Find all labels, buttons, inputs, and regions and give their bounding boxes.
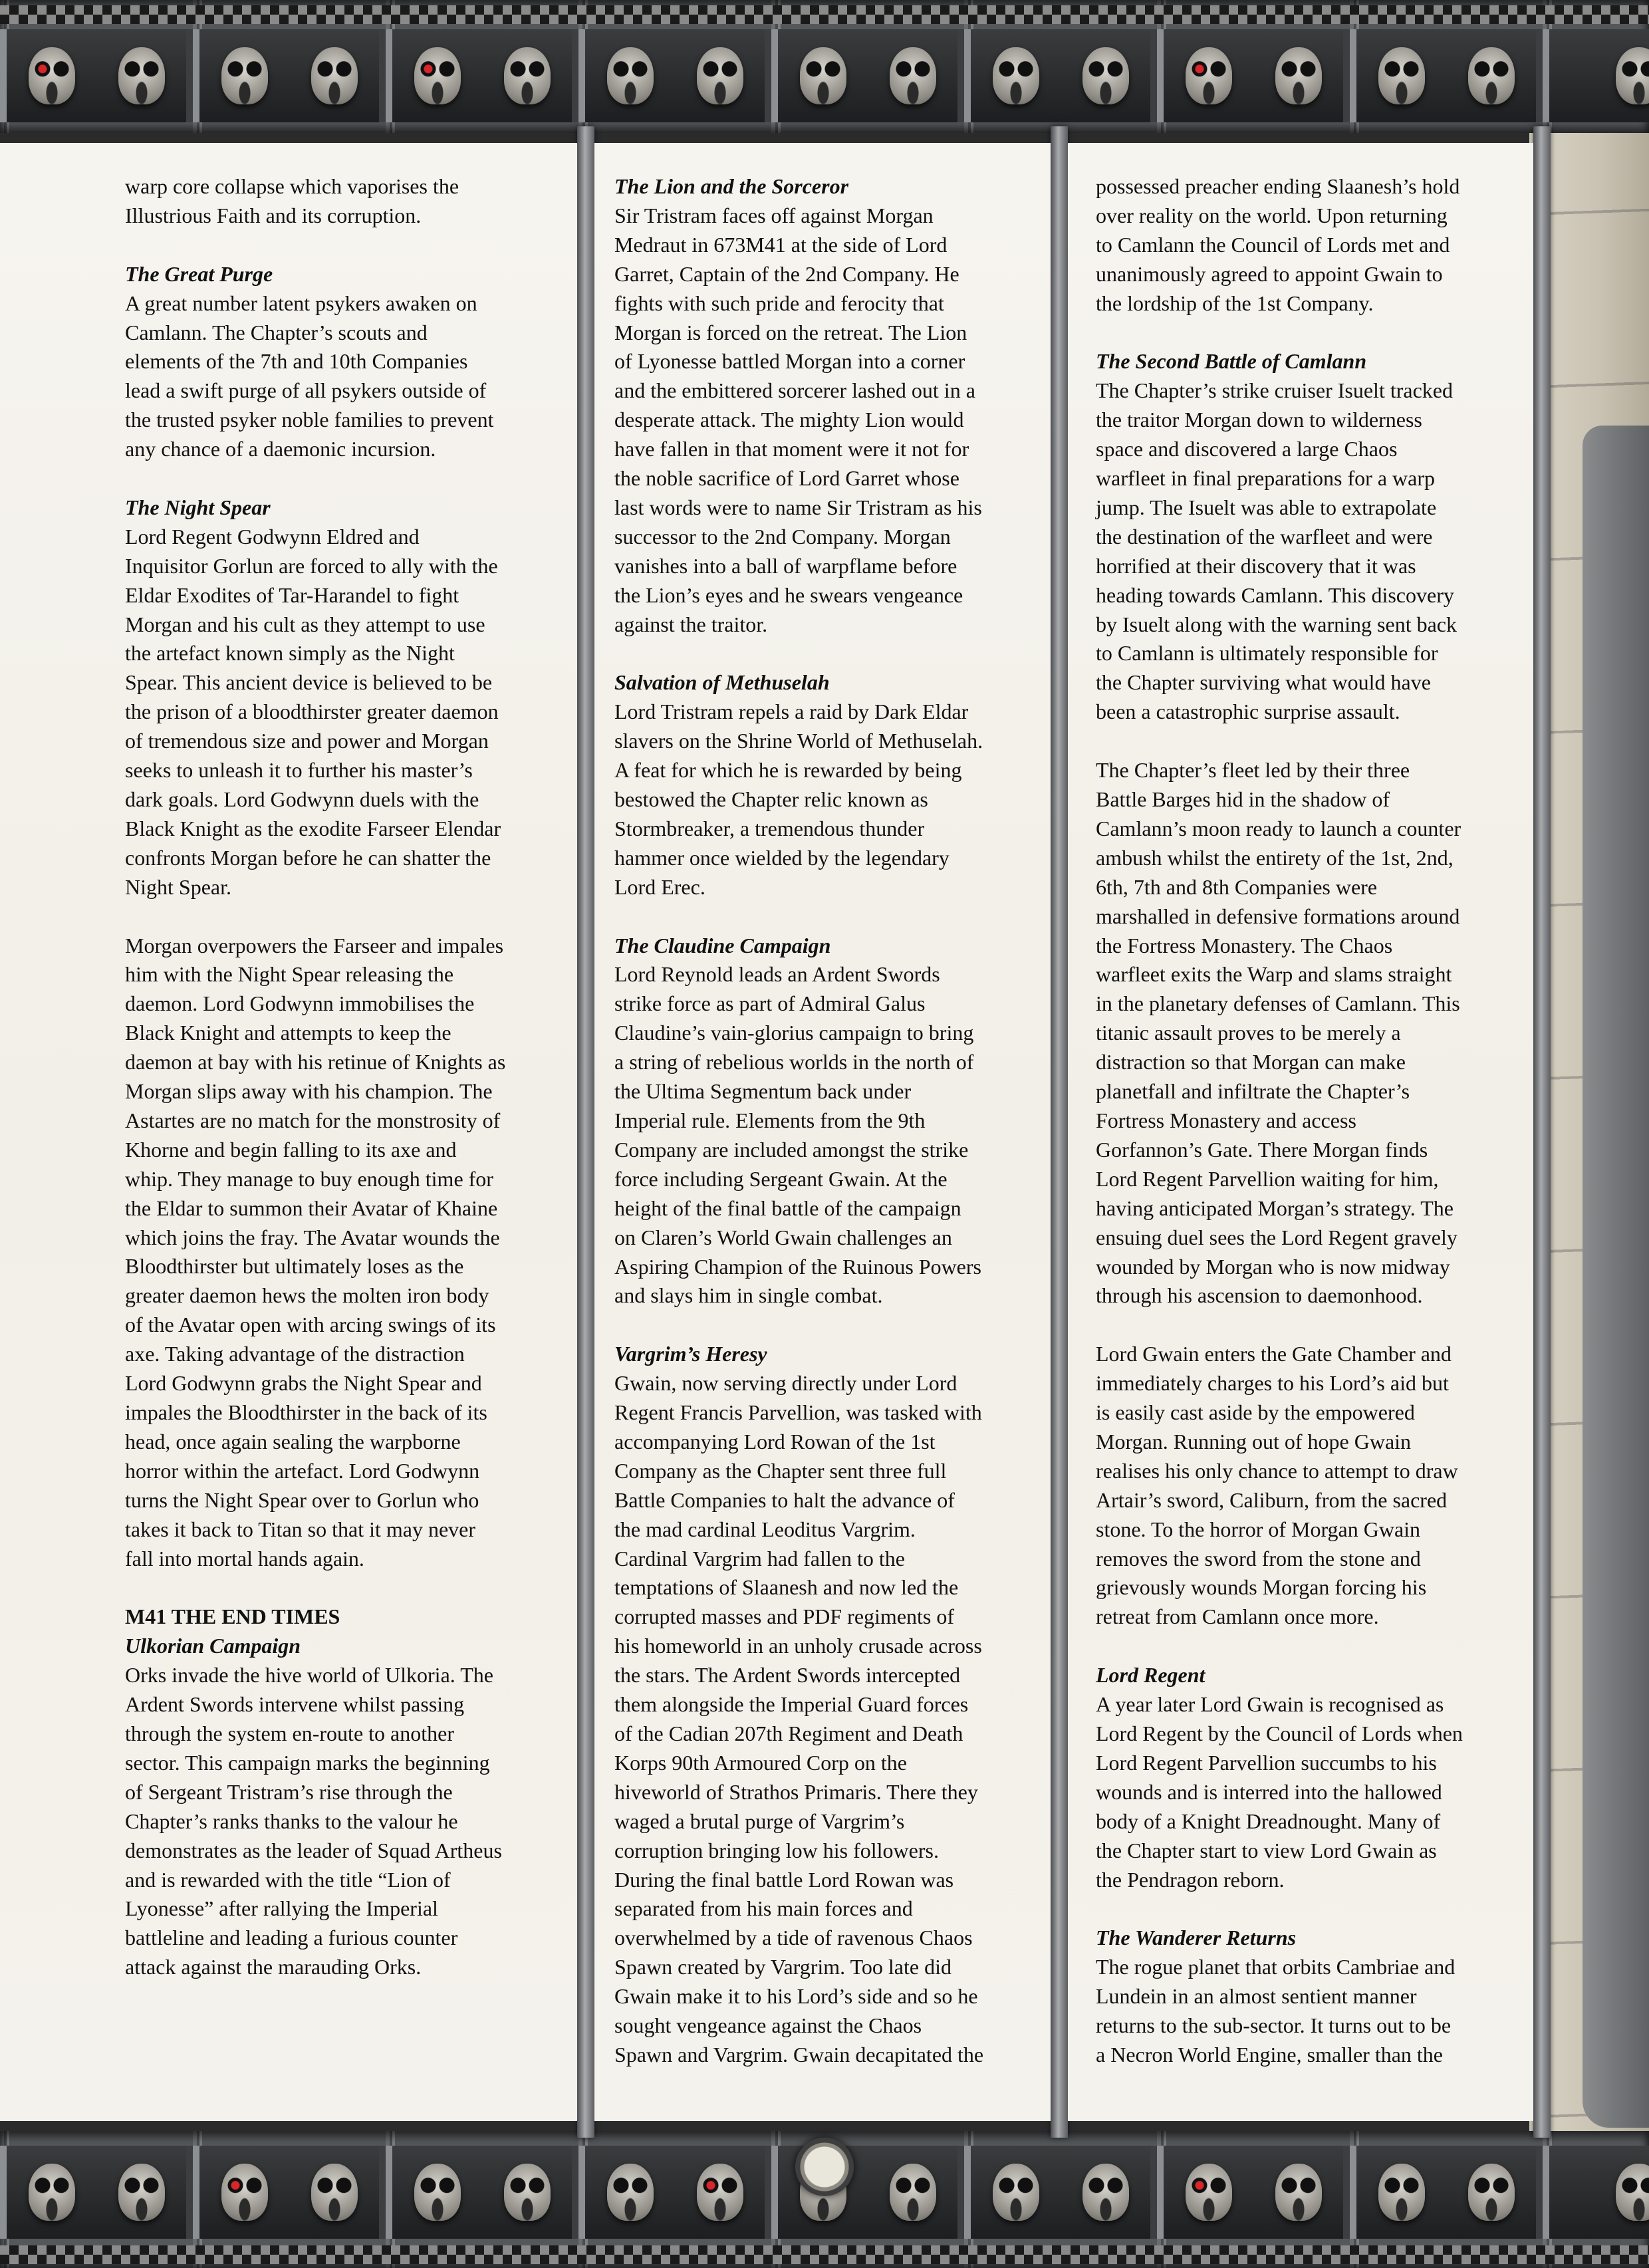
- skull-icon: [1082, 47, 1129, 104]
- section-heading: The Lion and the Sorceror: [614, 174, 849, 198]
- skull-icon: [29, 47, 75, 104]
- skull-icon: [1616, 47, 1649, 104]
- skull-icon: [993, 47, 1039, 104]
- skull-icon: [697, 2164, 743, 2221]
- section-heading: The Great Purge: [125, 261, 273, 286]
- skull-icon: [1275, 47, 1322, 104]
- skull-icon: [1468, 2164, 1515, 2221]
- skull-icon: [311, 2164, 358, 2221]
- paragraph: possessed preacher ending Slaanesh’s hold over reality on the world. Upon returning to Camlann the Council of Lords met and unanimously agreed to appoint Gwain to the lordship of the 1st Company.: [1096, 174, 1460, 315]
- skull-icon: [29, 2164, 75, 2221]
- text-column-2: [594, 143, 1051, 2121]
- section-heading: The Claudine Campaign: [614, 933, 831, 957]
- top-skull-border: [0, 0, 1649, 133]
- skull-icon: [118, 47, 165, 104]
- skull-icon: [607, 2164, 654, 2221]
- skull-icon: [607, 47, 654, 104]
- skull-icon: [1616, 2164, 1649, 2221]
- paragraph: Lord Gwain enters the Gate Chamber and immediately charges to his Lord’s aid but is easily cast aside by the empowered Morgan. Running out of hope Gwain realises his only chance to attempt to draw Artair’s sword, Caliburn, from the sacred stone. To the horror of Morgan Gwain removes the sword from the stone and grievously wounds Morgan forcing his retreat from Camlann once more.: [1096, 1342, 1458, 1629]
- section-heading: The Night Spear: [125, 495, 271, 519]
- column-divider: [1051, 126, 1068, 2138]
- skull-icon: [1275, 2164, 1322, 2221]
- paragraph: Gwain, now serving directly under Lord Regent Francis Parvellion, was tasked with accompanying Lord Rowan of the 1st Company as the Chapter sent three full Battle Companies to halt the advance of the mad cardinal Leoditus Vargrim. Cardinal Vargrim had fallen to the temptations of Slaanesh and now led the corrupted masses and PDF regiments of his homeworld in an unholy crusade across the stars. The Ardent Swords intercepted them alongside the Imperial Guard forces of the Cadian 207th Regiment and Death Korps 90th Armoured Corp on the hiveworld of Strathos Primaris. There they waged a brutal purge of Vargrim’s corruption bringing low his followers. During the final battle Lord Rowan was separated from his main forces and overwhelmed by a tide of ravenous Chaos Spawn created by Vargrim. Too late did Gwain make it to his Lord’s side and so he sought vengeance against the Chaos Spawn and Vargrim. Gwain decapitated the: [614, 1371, 984, 2067]
- skull-icon: [311, 47, 358, 104]
- section-heading: Vargrim’s Heresy: [614, 1342, 767, 1366]
- text-column-3: [1068, 143, 1533, 2121]
- text-column-1: [0, 143, 577, 2121]
- section-heading: Salvation of Methuselah: [614, 670, 830, 695]
- skull-icon: [414, 2164, 461, 2221]
- skull-icon: [1378, 2164, 1425, 2221]
- skull-icon: [221, 2164, 268, 2221]
- paragraph: A year later Lord Gwain is recognised as Lord Regent by the Council of Lords when Lord Regent Parvellion succumbs to his wounds and is interred into the hallowed body of a Knight Dreadnought. Many of the Chapter start to view Lord Gwain as the Pendragon reborn.: [1096, 1692, 1463, 1892]
- era-heading: M41 THE END TIMES: [125, 1604, 340, 1629]
- column-divider: [577, 126, 594, 2138]
- skull-icon: [1186, 2164, 1232, 2221]
- paragraph: A great number latent psykers awaken on Camlann. The Chapter’s scouts and elements of the 7th and 10th Companies lead a swift purge of all psykers outside of the trusted psyker noble families to prevent any chance of a daemonic incursion.: [125, 291, 494, 461]
- skull-icon: [504, 47, 551, 104]
- paragraph: warp core collapse which vaporises the Illustrious Faith and its corruption.: [125, 174, 459, 227]
- skull-icon: [697, 47, 743, 104]
- paragraph: The rogue planet that orbits Cambriae and Lundein in an almost sentient manner returns to the sub-sector. It turns out to be a Necron World Engine, smaller than the: [1096, 1955, 1456, 2067]
- skull-icon: [118, 2164, 165, 2221]
- paragraph: Orks invade the hive world of Ulkoria. The Ardent Swords intervene whilst passing through the system en-route to another sector. This campaign marks the beginning of Sergeant Tristram’s rise through the Chapter’s ranks thanks to the valour he demonstrates as the leader of Squad Artheus and is rewarded with the title “Lion of Lyonesse” after rallying the Imperial battleline and leading a furious counter attack against the marauding Orks.: [125, 1663, 502, 1979]
- paragraph: Lord Reynold leads an Ardent Swords strike force as part of Admiral Galus Claudine’s vain-glorius campaign to bring a string of rebelious worlds in the north of the Ultima Segmentum back under Imperial rule. Elements from the 9th Company are included amongst the strike force including Sergeant Gwain. At the height of the final battle of the campaign on Claren’s World Gwain challenges an Aspiring Champion of the Ruinous Powers and slays him in single combat.: [614, 962, 981, 1308]
- stone-edge: [1583, 426, 1649, 2128]
- skull-icon: [1186, 47, 1232, 104]
- skull-icon: [800, 47, 846, 104]
- section-heading: The Wanderer Returns: [1096, 1926, 1297, 1950]
- skull-icon: [504, 2164, 551, 2221]
- paragraph: Lord Regent Godwynn Eldred and Inquisitor Gorlun are forced to ally with the Eldar Exodites of Tar-Harandel to fight Morgan and his cult as they attempt to use the artefact known simply as the Night Spear. This ancient device is believed to be the prison of a bloodthirster greater daemon of tremendous size and power and Morgan seeks to unleash it to further his master’s dark goals. Lord Godwynn duels with the Black Knight as the exodite Farseer Elendar confronts Morgan before he can shatter the Night Spear.: [125, 524, 501, 899]
- section-heading: The Second Battle of Camlann: [1096, 349, 1367, 374]
- skull-icon: [1082, 2164, 1129, 2221]
- skull-icon: [1378, 47, 1425, 104]
- paragraph: The Chapter’s fleet led by their three Battle Barges hid in the shadow of Camlann’s moon ready to launch a counter ambush whilst the entirety of the 1st, 2nd, 6th, 7th and 8th Companies were marshalled in defensive formations around the Fortress Monastery. The Chaos warfleet exits the Warp and slams straight in the planetary defenses of Camlann. This titanic assault proves to be merely a distraction so that Morgan can make planetfall and infiltrate the Chapter’s Fortress Monastery and access Gorfannon’s Gate. There Morgan finds Lord Regent Parvellion waiting for him, having anticipated Morgan’s strategy. The ensuing duel sees the Lord Regent gravely wounded by Morgan who is now midway through his ascension to daemonhood.: [1096, 758, 1461, 1308]
- paragraph: Lord Tristram repels a raid by Dark Eldar slavers on the Shrine World of Methuselah. A feat for which he is rewarded by being bestowed the Chapter relic known as Stormbreaker, a tremendous thunder hammer once wielded by the legendary Lord Erec.: [614, 699, 983, 899]
- column-divider: [1533, 126, 1551, 2138]
- skull-icon: [993, 2164, 1039, 2221]
- paragraph: Sir Tristram faces off against Morgan Medraut in 673M41 at the side of Lord Garret, Captain of the 2nd Company. He fights with such pride and ferocity that Morgan is forced on the retreat. The Lion of Lyonesse battled Morgan into a corner and the embittered sorcerer lashed out in a desperate attack. The mighty Lion would have fallen in that moment were it not for the noble sacrifice of Lord Garret whose last words were to name Sir Tristram as his successor to the 2nd Company. Morgan vanishes into a ball of warpflame before the Lion’s eyes and he swears vengeance against the traitor.: [614, 203, 982, 636]
- section-heading: Ulkorian Campaign: [125, 1634, 301, 1658]
- skull-icon: [890, 47, 936, 104]
- skull-icon: [414, 47, 461, 104]
- paragraph: The Chapter’s strike cruiser Isuelt tracked the traitor Morgan down to wilderness space and discovered a large Chaos warfleet in final preparations for a warp jump. The Isuelt was able to extrapolate the destination of the warfleet and were horrified at their discovery that it was heading towards Camlann. This discovery by Isuelt along with the warning sent back to Camlann is ultimately responsible for the Chapter surviving what would have been a catastrophic surprise assault.: [1096, 378, 1457, 724]
- section-heading: Lord Regent: [1096, 1663, 1205, 1688]
- skull-icon: [221, 47, 268, 104]
- skull-icon: [890, 2164, 936, 2221]
- skull-icon: [1468, 47, 1515, 104]
- center-medallion-icon: [795, 2138, 854, 2196]
- paragraph: Morgan overpowers the Farseer and impales him with the Night Spear releasing the daemon. Lord Godwynn immobilises the Black Knight and attempts to keep the daemon at bay with his retinue of Knights as Morgan slips away with his champion. The Astartes are no match for the monstrosity of Khorne and begin falling to its axe and whip. They manage to buy enough time for the Eldar to summon their Avatar of Khaine which joins the fray. The Avatar wounds the Bloodthirster but ultimately loses as the greater daemon hews the molten iron body of the Avatar open with arcing swings of its axe. Taking advantage of the distraction Lord Godwynn grabs the Night Spear and impales the Bloodthirster in the back of its head, once again sealing the warpborne horror within the artefact. Lord Godwynn turns the Night Spear over to Gorlun who takes it back to Titan so that it may never fall into mortal hands again.: [125, 933, 506, 1571]
